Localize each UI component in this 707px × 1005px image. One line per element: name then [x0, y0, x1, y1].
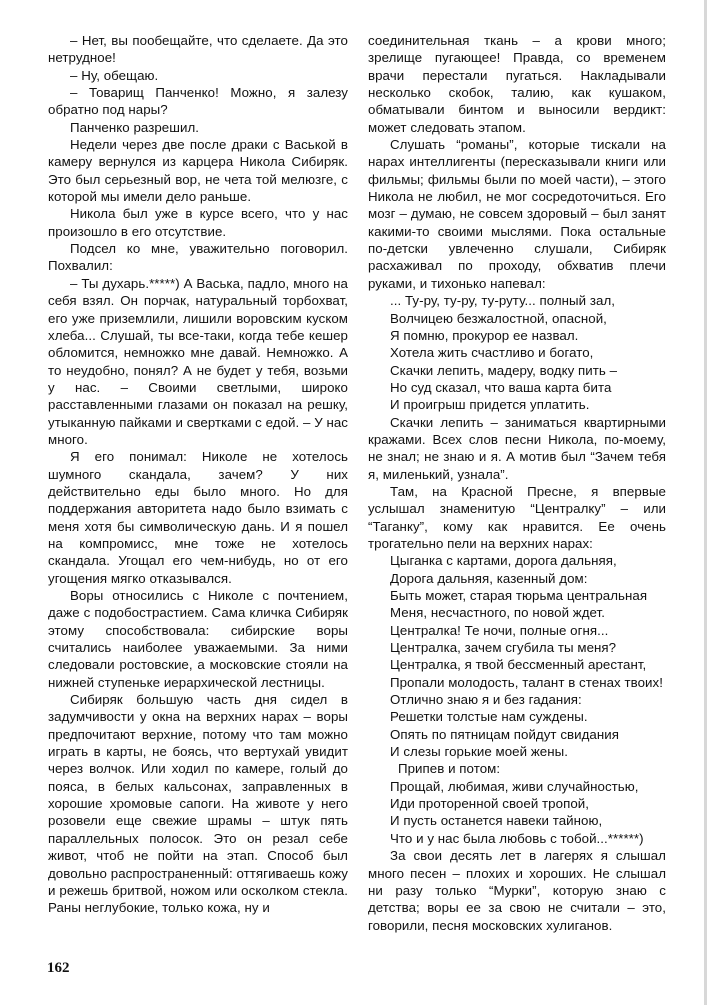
verse-line: Быть может, старая тюрьма центральная [390, 588, 648, 603]
verse-line: Иди проторенной своей тропой, [390, 796, 589, 812]
verse-line: Но суд сказал, что ваша карта бита [390, 379, 612, 395]
verse-line: Цыганка с картами, дорога дальняя, [390, 553, 617, 569]
paragraph: – Нет, вы пообещайте, что сделаете. Да это нетрудное! [48, 33, 348, 66]
paragraph: Панченко разрешил. [70, 119, 199, 135]
verse-line: Решетки толстые нам суждены. [390, 709, 588, 725]
verse-line: Я помню, прокурор ее назвал. [390, 327, 579, 343]
paragraph: Там, на Красной Пресне, я впервые услышал знаменитую “Централку” – или “Таганку”, кому как нравится. Ее очень трогательно пели на верхних нарах: [368, 483, 666, 551]
verse-line: Дорога дальняя, казенный дом: [390, 570, 588, 586]
paragraph: Воры относились с Николе с почтением, даже с подобострастием. Сама кличка Сибиряк этому способствовала: сибирские воры считались наиболее уважаемыми. За ними следовали ростовские, а московские стояли на нижней ступеньке иерархической лестницы. [48, 588, 348, 690]
paragraph: Скачки лепить – заниматься квартирными кражами. Всех слов песни Никола, по-моему, не знал; не знаю и я. А мотив был “Зачем тебя я, миленький, узнала”. [368, 414, 666, 482]
verse-line: Централка! Те ночи, полные огня... [390, 622, 609, 638]
paragraph: Сибиряк большую часть дня сидел в задумчивости у окна на верхних нарах – воры предпочитают верхние, потому что там можно играть в карты, не боясь, что вертухай увидит через волчок. Или ходил по камере, голый до пояса, в белых кальсонах, заправленных в хорошие хромовые сапоги. На животе у него розовели еще свежие шрамы – штук пять параллельных полосок. Это он резал себе живот, чтоб не пойти на этап. Способ был довольно распространенный: оттягиваешь кожу и режешь бритвой, ножом или осколком стекла. Раны неглубокие, только кожа, ну и [48, 692, 348, 916]
verse-line: Централка, зачем сгубила ты меня? [390, 640, 617, 656]
verse-line: И проигрыш придется уплатить. [390, 397, 590, 413]
left-column [48, 32, 348, 917]
paragraph: Подсел ко мне, уважительно поговорил. Похвалил: [48, 241, 348, 274]
paragraph: – Ну, обещаю. [70, 67, 159, 83]
paragraph: Пропали молодость, талант в стенах твоих! [390, 674, 663, 690]
right-column [368, 32, 666, 934]
paragraph: – Товарищ Панченко! Можно, я залезу обратно под нары? [48, 85, 348, 118]
verse-line: Припев и потом: [398, 761, 501, 777]
verse-line: Волчицею безжалостной, опасной, [390, 310, 607, 326]
paragraph: Недели через две после драки с Васькой в камеру вернулся из карцера Никола Сибиряк. Это был серьезный вор, не чета той мелюзге, с которой мы имели дело раньше. [48, 137, 348, 205]
verse-line: И слезы горькие моей жены. [390, 744, 568, 760]
paragraph: Слушать “романы”, которые тискали на нарах интеллигенты (пересказывали книги или фильмы; фильмы были по моей части), – этого Никола не любил, не мог сосредоточиться. Его мозг – думаю, не совсем здоровый – был занят какими-то своими мыслями. Пока остальные по-детски увлеченно слушали, Сибиряк расхаживал по проходу, обхватив плечи руками, и тихонько напевал: [368, 137, 666, 291]
verse-line: Прощай, любимая, живи случайностью, [390, 778, 639, 794]
verse-line: Меня, несчастного, по новой ждет. [390, 605, 605, 621]
verse-line: Централка, я твой бессменный арестант, [390, 657, 647, 673]
verse-line: Опять по пятницам пойдут свидания [390, 726, 619, 742]
paragraph: За свои десять лет в лагерях я слышал много песен – плохих и хороших. Не слышал ни разу только “Мурки”, которую знаю с детства; воры ее за свою не считали – это, говорили, песня московских хулиганов. [368, 848, 666, 933]
paragraph: Я его понимал: Николе не хотелось шумного скандала, зачем? У них действительно еды было много. Но для поддержания авторитета надо было взимать с меня хотя бы символическую дань. И я пошел на компромисс, мне тоже не хотелось скандала. Угощал его чем-нибудь, но от его угощения мягко отказывался. [48, 449, 348, 586]
page-number: 162 [47, 960, 70, 976]
verse-line: Хотела жить счастливо и богато, [390, 345, 594, 361]
paragraph: соединительная ткань – а крови много; зрелище пугающее! Правда, со временем врачи перестали пугаться. Накладывали несколько скобок, талию, как кушаком, обматывали бинтом и выносили вердикт: может следовать этапом. [368, 33, 666, 135]
verse-line: Что и у нас была любовь с тобой...******) [390, 830, 644, 846]
verse-line: ... Ту-ру, ту-ру, ту-руту... полный зал, [390, 293, 616, 309]
paragraph: Никола был уже в курсе всего, что у нас произошло в его отсутствие. [48, 206, 348, 239]
paragraph: – Ты духарь.*****) А Васька, падло, много на себя взял. Он порчак, натуральный торбохват, его уже приземлили, лишили воровским куском хлеба... Слушай, ты все-таки, когда тебе кешер обломится, немножко мне давай. Немножко. А то неудобно, понял? А не будет у тебя, возьми у нас. – Своими светлыми, широко расставленными глазами он показал на решку, утыканную пайками и свертками с едой. – У нас много. [48, 275, 348, 447]
verse-line: Скачки лепить, мадеру, водку пить – [390, 362, 618, 378]
verse-line: Отлично знаю я и без гадания: [390, 692, 582, 708]
verse-line: И пусть останется навеки тайною, [390, 813, 603, 829]
